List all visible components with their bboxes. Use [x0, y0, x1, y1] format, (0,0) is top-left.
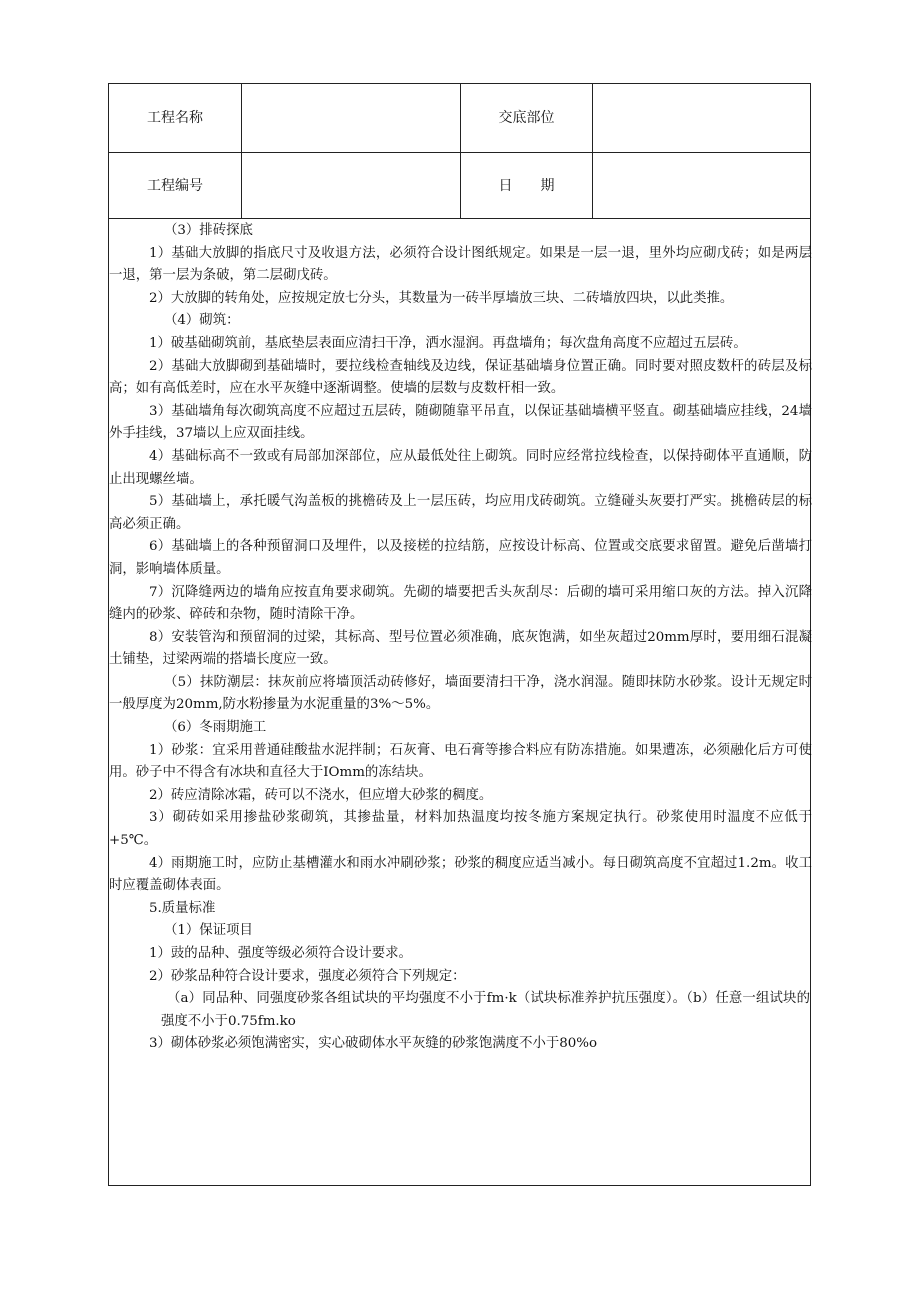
paragraph: 5）基础墙上，承托暖气沟盖板的挑檐砖及上一层压砖，均应用戊砖砌筑。立缝碰头灰要打严实。挑檐砖层的标高必须正确。	[109, 494, 812, 532]
disclosure-content	[109, 220, 812, 1056]
paragraph: 1）破基础砌筑前，基底垫层表面应清扫干净，洒水湿润。再盘墙角；每次盘角高度不应超过五层砖。	[149, 335, 747, 351]
section-heading: （6）冬雨期施工	[164, 720, 267, 736]
form-header	[109, 84, 810, 219]
paragraph: 1）砂浆：宜采用普通硅酸盐水泥拌制；石灰膏、电石膏等掺合料应有防冻措施。如果遭冻，必须融化后方可使用。砂子中不得含有冰块和直径大于IOmm的冻结块。	[109, 742, 812, 781]
section-heading: 5.质量标准	[149, 900, 216, 916]
paragraph: 3）砌体砂浆必须饱满密实，实心破砌体水平灰缝的砂浆饱满度不小于80%o	[149, 1036, 598, 1052]
project-no-label: 工程编号	[147, 178, 203, 194]
location-label: 交底部位	[498, 110, 555, 126]
paragraph: 2）大放脚的转角处，应按规定放七分头，其数量为一砖半厚墙放三块、二砖墙放四块，以此类推。	[149, 290, 734, 306]
paragraph: 7）沉降缝两边的墙角应按直角要求砌筑。先砌的墙要把舌头灰刮尽：后砌的墙可采用缩口灰的方法。掉入沉降缝内的砂浆、碎砖和杂物，随时清除干净。	[109, 584, 812, 623]
paragraph: （5）抹防潮层：抹灰前应将墙顶活动砖修好，墙面要清扫干净，浇水润湿。随即抹防水砂浆。设计无规定时一般厚度为20mm,防水粉掺量为水泥重量的3%～5%。	[109, 674, 812, 713]
section-heading: （3）排砖探底	[164, 223, 253, 238]
paragraph: 4）雨期施工时，应防止基槽灌水和雨水冲刷砂浆；砂浆的稠度应适当减小。每日砌筑高度不宜超过1.2m。收工时应覆盖砌体表面。	[109, 855, 812, 894]
divider	[109, 218, 810, 219]
section-heading: （1）保证项目	[164, 923, 253, 939]
section-heading: （4）砌筑：	[164, 313, 240, 329]
paragraph: 8）安装管沟和预留洞的过梁，其标高、型号位置必须准确，底灰饱满，如坐灰超过20mm厚时，要用细石混凝土铺垫，过梁两端的搭墙长度应一致。	[109, 629, 812, 668]
paragraph: 6）基础墙上的各种预留洞口及埋件，以及接槎的拉结筋，应按设计标高、位置或交底要求留置。避免后凿墙打洞，影响墙体质量。	[109, 539, 812, 577]
paragraph: 1）基础大放脚的指底尺寸及收退方法，必须符合设计图纸规定。如果是一层一退，里外均应砌戊砖；如是两层一退，第一层为条破，第二层砌戊砖。	[109, 245, 812, 284]
paragraph: 2）砂浆品种符合设计要求，强度必须符合下列规定：	[149, 968, 466, 984]
paragraph: 4）基础标高不一致或有局部加深部位，应从最低处往上砌筑。同时应经常拉线检查，以保持砌体平直通顺，防止出现螺丝墙。	[109, 448, 812, 487]
disclosure-form	[108, 83, 811, 1186]
paragraph: 2）砖应清除冰霜，砖可以不浇水，但应增大砂浆的稠度。	[149, 787, 493, 803]
paragraph: （a）同品种、同强度砂浆各组试块的平均强度不小于fm·k（试块标准养护抗压强度）。（b）任意一组试块的强度不小于0.75fm.ko	[161, 991, 810, 1029]
paragraph: 1）豉的品种、强度等级必须符合设计要求。	[149, 946, 412, 961]
paragraph: 3）砌砖如采用掺盐砂浆砌筑，其掺盐量，材料加热温度均按冬施方案规定执行。砂浆使用时温度不应低于+5℃。	[109, 810, 812, 849]
date-label: 日 期	[498, 178, 555, 194]
project-name-label: 工程名称	[147, 110, 203, 126]
divider	[109, 152, 810, 153]
paragraph: 2）基础大放脚砌到基础墙时，要拉线检查轴线及边线，保证基础墙身位置正确。同时要对照皮数杆的砖层及标高；如有高低差时，应在水平灰缝中逐渐调整。使墙的层数与皮数杆相一致。	[109, 358, 812, 397]
paragraph: 3）基础墙角每次砌筑高度不应超过五层砖，随砌随靠平吊直，以保证基础墙横平竖直。砌基础墙应挂线，24墙外手挂线，37墙以上应双面挂线。	[109, 403, 812, 442]
